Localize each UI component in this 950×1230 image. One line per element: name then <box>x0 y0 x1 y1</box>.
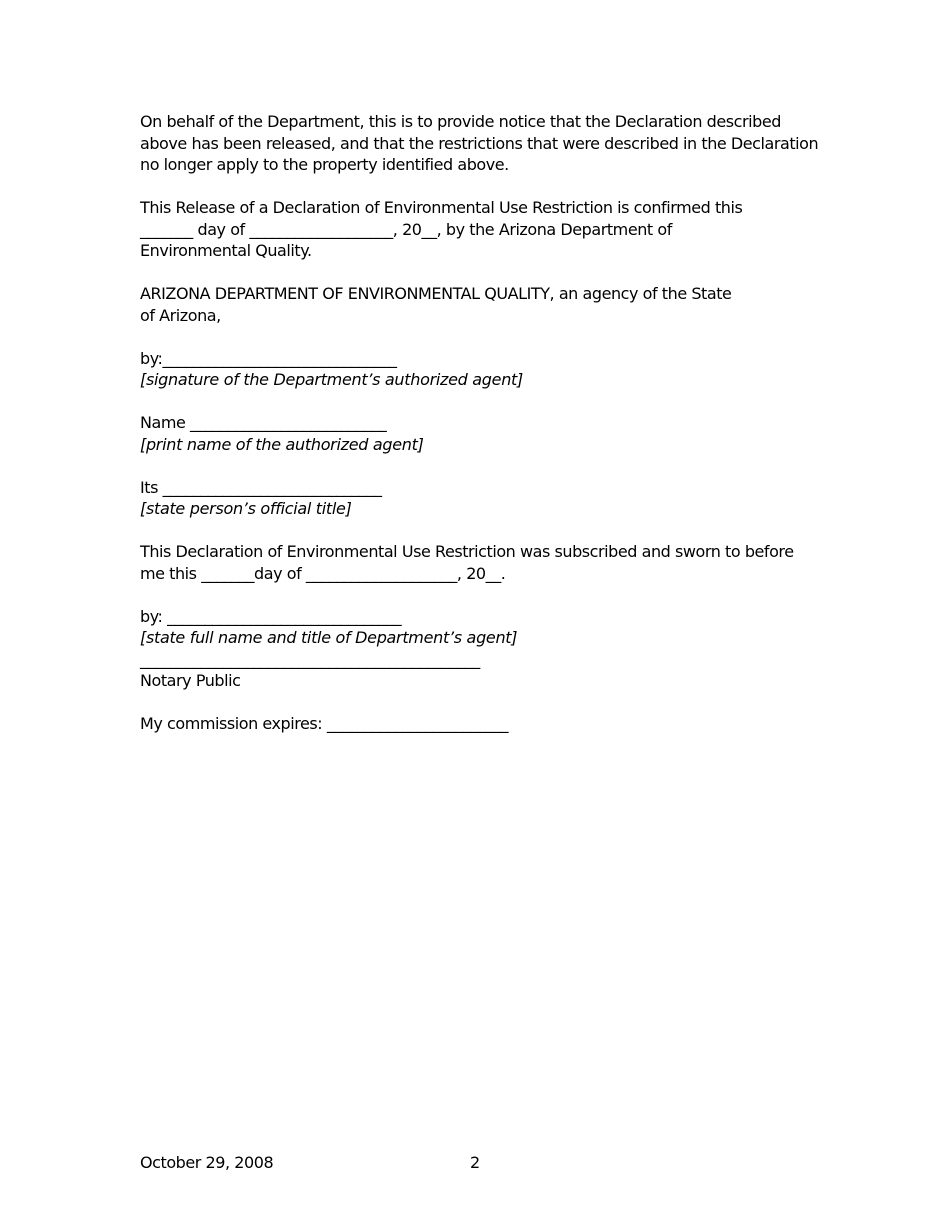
footer-date: October 29, 2008 <box>140 1153 274 1172</box>
agent-signature-caption: [signature of the Department’s authorized agent] <box>140 370 523 389</box>
document-body <box>140 111 820 756</box>
confirmation-line: This Release of a Declaration of Environmental Use Restriction is confirmed this <box>140 198 743 217</box>
agent-title-caption: [state person’s official title] <box>140 499 352 518</box>
release-notice-paragraph <box>140 111 820 176</box>
agent-title-block <box>140 477 820 520</box>
notary-by-line: by: _______________________________ <box>140 606 402 626</box>
agent-signature-block <box>140 348 820 391</box>
notary-signature-line: _____________________________________________ <box>140 649 480 669</box>
agency-paragraph <box>140 283 820 326</box>
confirmation-line: Environmental Quality. <box>140 241 312 260</box>
agent-name-line: Name __________________________ <box>140 413 387 432</box>
agent-name-caption: [print name of the authorized agent] <box>140 434 424 454</box>
confirmation-date-line: _______ day of ___________________, 20__, by the Arizona Department of <box>140 219 672 239</box>
agency-line: of Arizona, <box>140 305 221 325</box>
release-notice-line: above has been released, and that the restrictions that were described in the Declaration <box>140 133 819 153</box>
subscription-line: This Declaration of Environmental Use Restriction was subscribed and sworn to before <box>140 542 794 561</box>
notary-public-label: Notary Public <box>140 671 241 690</box>
agent-name-block <box>140 412 820 455</box>
commission-expires-line: My commission expires: ________________________ <box>140 714 509 733</box>
notary-by-caption: [state full name and title of Department’s agent] <box>140 628 518 647</box>
page-footer <box>140 1152 820 1174</box>
page-number: 2 <box>470 1153 480 1172</box>
release-notice-line: On behalf of the Department, this is to provide notice that the Declaration described <box>140 112 781 131</box>
subscription-paragraph <box>140 541 820 584</box>
notary-block <box>140 606 820 692</box>
release-notice-line: no longer apply to the property identified above. <box>140 155 509 174</box>
subscription-date-line: me this _______day of ____________________, 20__. <box>140 563 506 583</box>
agency-line: ARIZONA DEPARTMENT OF ENVIRONMENTAL QUALITY, an agency of the State <box>140 284 732 303</box>
confirmation-paragraph <box>140 197 820 262</box>
commission-block <box>140 713 820 735</box>
agent-signature-line: by:_______________________________ <box>140 348 397 368</box>
agent-title-line: Its _____________________________ <box>140 477 382 497</box>
